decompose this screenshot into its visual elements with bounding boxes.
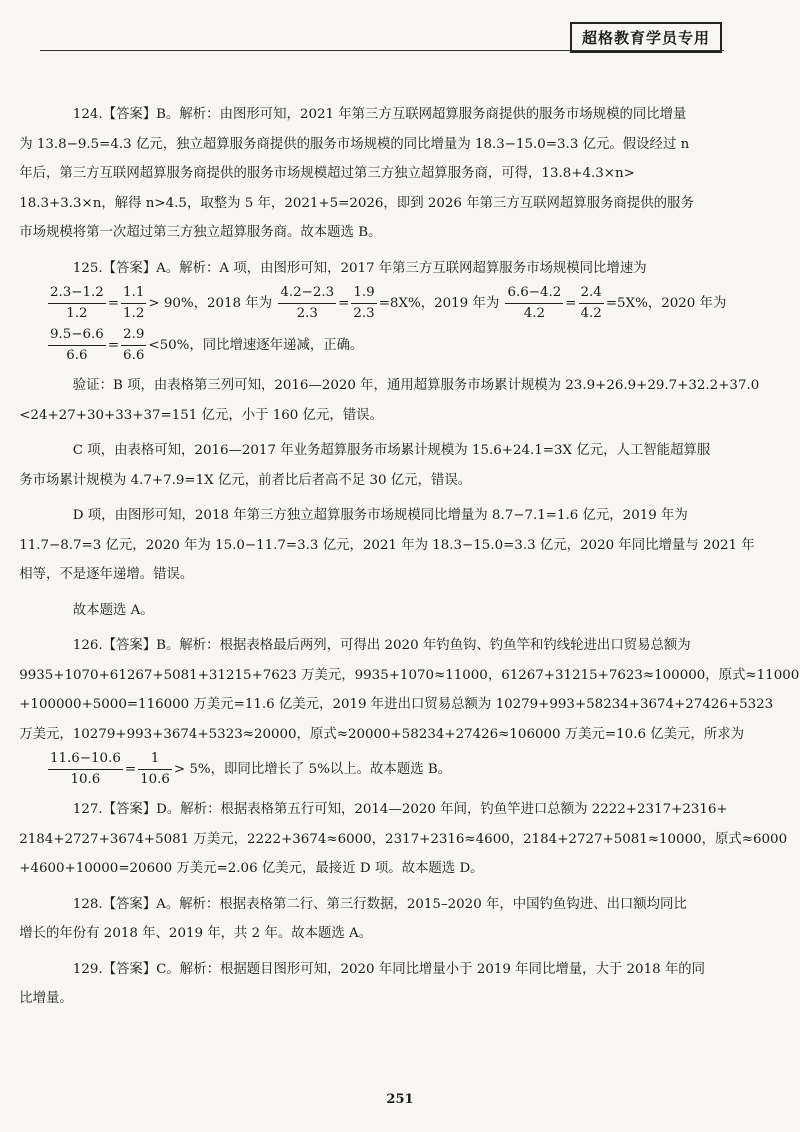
q125-option-d [19,501,755,590]
q125-fraction-line-1 [46,283,736,325]
fraction [278,284,336,323]
q126-line-4: 万美元，10279+993+3674+5323≈20000，原式≈20000+58234+27426≈106000 万美元=10.6 亿美元，所求为 [19,726,744,742]
page-number: 251 [386,1092,414,1107]
fraction-numerator: 2.3−1.2 [48,284,106,304]
fraction-numerator: 1.9 [351,284,376,304]
fraction [48,326,106,365]
fraction-denominator: 4.2 [580,306,602,321]
q126-line-3: +100000+5000=116000 万美元=11.6 亿美元，2019 年进出口贸易总额为 10279+993+58234+3674+27426+5323 [19,697,774,712]
fraction [579,284,604,323]
fraction-numerator: 6.6−4.2 [505,284,563,304]
q125-text-4: <50%，同比增速逐年递减，正确。 [148,338,364,353]
q125-line-1: 125.【答案】A。解析：A 项，由图形可知，2017 年第三方互联网超算服务市场规模同比增速为 [72,260,647,276]
q129-line-1: 129.【答案】C。解析：根据题目图形可知，2020 年同比增量小于 2019 年同比增量，大于 2018 年的同 [72,961,706,977]
q128-line-2: 增长的年份有 2018 年、2019 年，共 2 年。故本题选 A。 [19,926,373,941]
fraction-denominator: 10.6 [70,772,101,787]
fraction [48,750,123,789]
q125-c-line-2: 务市场累计规模为 4.7+7.9=1X 亿元，前者比后者高不足 30 亿元，错误。 [19,472,472,488]
equals-sign: = [107,338,120,353]
fraction [121,284,146,323]
q127-line-1: 127.【答案】D。解析：根据表格第五行可知，2014—2020 年间，钓鱼竿进口总额为 2222+2317+2316+ [72,802,728,817]
fraction [121,326,146,365]
q125-verify-line-2: <24+27+30+33+37=151 亿元，小于 160 亿元，错误。 [19,407,383,423]
fraction [505,284,563,323]
q125-verify-b [19,371,760,430]
equals-sign: = [124,762,137,777]
fraction [48,284,106,323]
q129-line-2: 比增量。 [19,991,73,1006]
fraction-numerator: 2.9 [121,326,146,346]
fraction-denominator: 4.2 [523,306,546,321]
fraction-numerator: 4.2−2.3 [278,284,336,304]
fraction-denominator: 10.6 [140,772,170,787]
fraction-denominator: 2.3 [296,306,318,321]
fraction [138,750,172,789]
fraction-denominator: 1.2 [66,306,88,321]
q124-line-1: 124.【答案】B。解析：由图形可知，2021 年第三方互联网超算服务商提供的服务市场规模的同比增量 [72,107,687,122]
q124-line-4: 18.3+3.3×n，解得 n>4.5，取整为 5 年，2021+5=2026，即到 2026 年第三方互联网超算服务商提供的服务 [19,195,694,211]
header-divider [40,50,724,51]
q124-line-3: 年后，第三方互联网超算服务商提供的服务市场规模超过第三方独立超算服务商，可得，13.8+4.3×n> [19,166,635,181]
q125-text-1: > 90%，2018 年为 [148,296,273,311]
equals-sign: = [565,296,577,311]
fraction-numerator: 1.1 [121,284,146,304]
q125-c-line-1: C 项，由表格可知，2016—2017 年业务超算服务市场累计规模为 15.6+24.1=3X 亿元，人工智能超算服 [72,443,711,458]
answer-content [19,100,800,1020]
q125-conclusion [46,596,736,626]
q125-d-line-1: D 项，由图形可知，2018 年第三方独立超算服务市场规模同比增量为 8.7−7.1=1.6 亿元，2019 年为 [72,508,688,523]
q125-d-line-3: 相等，不是逐年递增。错误。 [19,567,194,582]
q125-option-c [19,436,736,495]
q126-line-2: 9935+1070+61267+5081+31215+7623 万美元，9935+1070≈11000，61267+31215+7623≈100000，原式≈11000 [19,667,800,683]
answer-128 [19,890,736,949]
answer-124 [19,100,736,248]
fraction-numerator: 9.5−6.6 [48,326,106,346]
answer-129 [19,955,736,1014]
q126-text: > 5%，即同比增长了 5%以上。故本题选 B。 [173,762,452,777]
q125-fraction-line-2 [46,325,736,367]
q127-line-2: 2184+2727+3674+5081 万美元，2222+3674≈6000，2317+2316≈4600，2184+2727+5081≈10000，原式≈6000 [19,831,788,847]
q124-line-2: 为 13.8−9.5=4.3 亿元，独立超算服务商提供的服务市场规模的同比增量为 18.3−15.0=3.3 亿元。假设经过 n [19,136,690,152]
answer-126 [19,631,800,749]
fraction-denominator: 1.2 [123,306,145,321]
q125-verify-line-1: 验证：B 项，由表格第三列可知，2016—2020 年，通用超算服务市场累计规模为 23.9+26.9+29.7+32.2+37.0 [72,378,760,393]
q126-line-1: 126.【答案】B。解析：根据表格最后两列，可得出 2020 年钓鱼钩、钓鱼竿和钓线轮进出口贸易总额为 [72,638,691,653]
q125-text-2: =8X%，2019 年为 [378,296,500,311]
q124-line-5: 市场规模将第一次超过第三方独立超算服务商。故本题选 B。 [19,225,382,240]
fraction [351,284,376,323]
q125-conclusion-text: 故本题选 A。 [72,602,154,618]
q126-fraction-line [46,749,736,791]
header-tag: 超格教育学员专用 [570,22,722,53]
fraction-denominator: 2.3 [353,306,375,321]
fraction-denominator: 6.6 [123,348,145,363]
q128-line-1: 128.【答案】A。解析：根据表格第二行、第三行数据，2015–2020 年，中国钓鱼钩进、出口额均同比 [72,896,687,912]
fraction-numerator: 2.4 [579,284,604,304]
equals-sign: = [107,296,120,311]
fraction-numerator: 11.6−10.6 [48,750,123,770]
equals-sign: = [338,296,350,311]
fraction-numerator: 1 [138,750,172,770]
fraction-denominator: 6.6 [66,348,88,363]
q125-d-line-2: 11.7−8.7=3 亿元，2020 年为 15.0−11.7=3.3 亿元，2021 年为 18.3−15.0=3.3 亿元，2020 年同比增量与 2021 年 [19,537,755,553]
q125-text-3: =5X%，2020 年为 [605,296,727,311]
answer-127 [19,795,788,884]
answer-125 [46,254,736,284]
q127-line-3: +4600+10000=20600 万美元=2.06 亿美元，最接近 D 项。故本题选 D。 [19,861,484,876]
